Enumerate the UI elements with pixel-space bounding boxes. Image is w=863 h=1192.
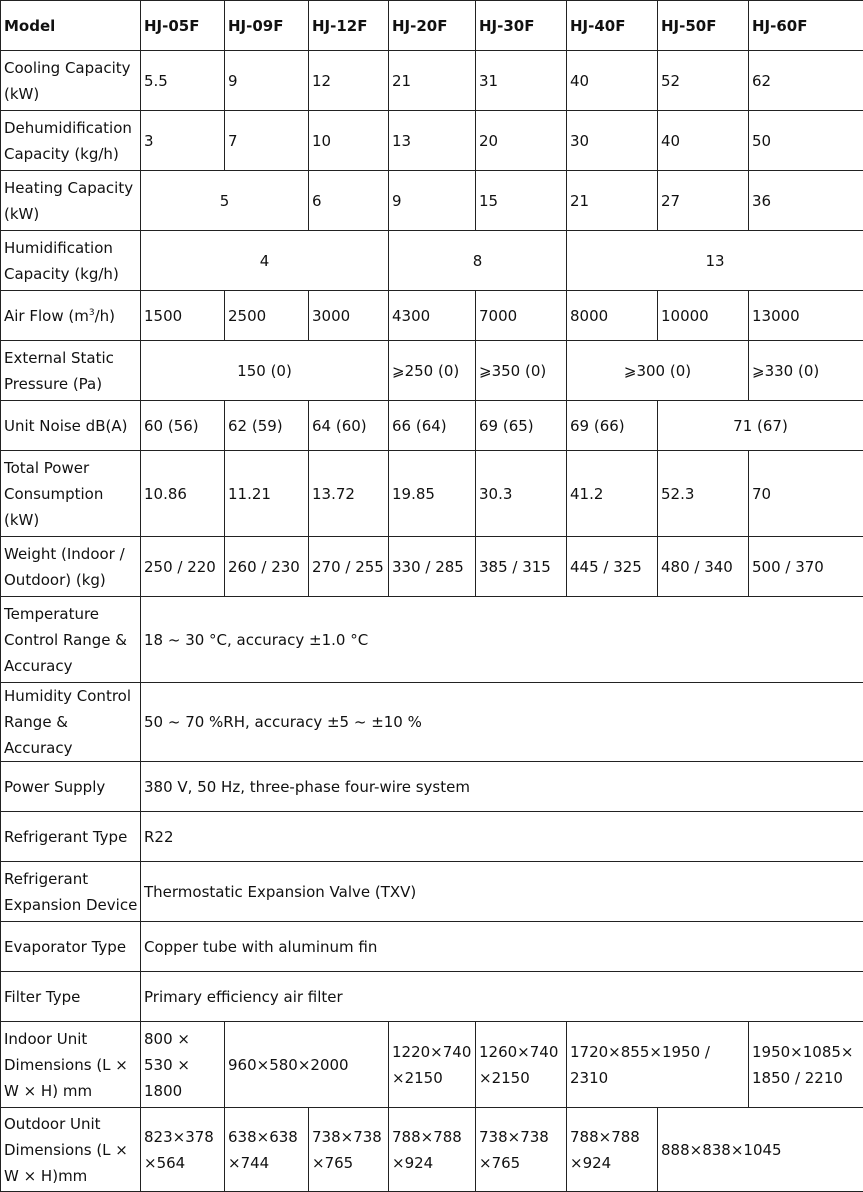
table-cell: 21 — [567, 171, 658, 231]
row-label: Outdoor Unit Dimensions (L × W × H)mm — [1, 1108, 141, 1192]
table-cell: 1950×1085× 1850 / 2210 — [749, 1022, 863, 1108]
row-label: Heating Capacity (kW) — [1, 171, 141, 231]
row-label: Weight (Indoor / Outdoor) (kg) — [1, 537, 141, 597]
row-label: Filter Type — [1, 972, 141, 1022]
header-row — [1, 1, 863, 51]
table-cell: 270 / 255 — [309, 537, 389, 597]
row-label: Total Power Consumption (kW) — [1, 451, 141, 537]
power-supply-row — [1, 762, 863, 812]
table-cell: 738×738 ×765 — [476, 1108, 567, 1192]
model-name: HJ-20F — [389, 1, 476, 51]
table-cell: 10.86 — [141, 451, 225, 537]
table-cell: 13 — [389, 111, 476, 171]
table-cell: ⩾330 (0) — [749, 341, 863, 401]
table-cell: 40 — [567, 51, 658, 111]
table-cell: 2500 — [225, 291, 309, 341]
model-name: HJ-60F — [749, 1, 863, 51]
table-cell: 3 — [141, 111, 225, 171]
table-cell: 62 — [749, 51, 863, 111]
row-label: Temperature Control Range & Accuracy — [1, 597, 141, 683]
table-cell: 12 — [309, 51, 389, 111]
table-cell: 69 (65) — [476, 401, 567, 451]
unit-noise-row — [1, 401, 863, 451]
table-cell: 380 V, 50 Hz, three-phase four-wire system — [141, 762, 863, 812]
table-cell: 20 — [476, 111, 567, 171]
table-cell: 13.72 — [309, 451, 389, 537]
row-label: Refrigerant Expansion Device — [1, 862, 141, 922]
table-cell: 3000 — [309, 291, 389, 341]
table-cell: 21 — [389, 51, 476, 111]
table-cell: 8 — [389, 231, 567, 291]
table-cell: 9 — [389, 171, 476, 231]
table-cell: 6 — [309, 171, 389, 231]
table-cell: 4 — [141, 231, 389, 291]
humidity-control-row — [1, 683, 863, 762]
table-cell: ⩾250 (0) — [389, 341, 476, 401]
table-cell: 1500 — [141, 291, 225, 341]
model-name: HJ-09F — [225, 1, 309, 51]
table-cell: ⩾350 (0) — [476, 341, 567, 401]
table-cell: 1720×855×1950 / 2310 — [567, 1022, 749, 1108]
external-static-pressure-row — [1, 341, 863, 401]
table-cell: 1220×740 ×2150 — [389, 1022, 476, 1108]
table-cell: 19.85 — [389, 451, 476, 537]
table-cell: 50 ~ 70 %RH, accuracy ±5 ~ ±10 % — [141, 683, 863, 762]
row-label: Power Supply — [1, 762, 141, 812]
table-cell: 638×638 ×744 — [225, 1108, 309, 1192]
row-label — [1, 291, 141, 341]
table-cell: 500 / 370 — [749, 537, 863, 597]
table-cell: 31 — [476, 51, 567, 111]
table-cell: 445 / 325 — [567, 537, 658, 597]
cooling-capacity-row — [1, 51, 863, 111]
filter-type-row — [1, 972, 863, 1022]
table-cell: 70 — [749, 451, 863, 537]
table-cell: 5.5 — [141, 51, 225, 111]
weight-row — [1, 537, 863, 597]
table-cell: 7000 — [476, 291, 567, 341]
table-cell: 50 — [749, 111, 863, 171]
table-cell: 260 / 230 — [225, 537, 309, 597]
table-cell: 800 × 530 × 1800 — [141, 1022, 225, 1108]
table-cell: 64 (60) — [309, 401, 389, 451]
table-cell: 30.3 — [476, 451, 567, 537]
table-cell: 11.21 — [225, 451, 309, 537]
table-cell: ⩾300 (0) — [567, 341, 749, 401]
table-cell: R22 — [141, 812, 863, 862]
superscript: 3 — [89, 308, 95, 318]
table-cell: 7 — [225, 111, 309, 171]
table-cell: 15 — [476, 171, 567, 231]
table-cell: 69 (66) — [567, 401, 658, 451]
table-cell: 8000 — [567, 291, 658, 341]
table-cell: 52 — [658, 51, 749, 111]
table-cell: 150 (0) — [141, 341, 389, 401]
table-cell: 4300 — [389, 291, 476, 341]
table-cell: 52.3 — [658, 451, 749, 537]
table-cell: 5 — [141, 171, 309, 231]
row-label: Unit Noise dB(A) — [1, 401, 141, 451]
table-cell: Copper tube with aluminum fin — [141, 922, 863, 972]
expansion-device-row — [1, 862, 863, 922]
table-cell: 60 (56) — [141, 401, 225, 451]
table-cell: 10 — [309, 111, 389, 171]
table-cell: 250 / 220 — [141, 537, 225, 597]
table-cell: 62 (59) — [225, 401, 309, 451]
humidification-capacity-row — [1, 231, 863, 291]
table-cell: 71 (67) — [658, 401, 863, 451]
row-label: Indoor Unit Dimensions (L × W × H) mm — [1, 1022, 141, 1108]
table-cell: 36 — [749, 171, 863, 231]
table-cell: 330 / 285 — [389, 537, 476, 597]
row-label: External Static Pressure (Pa) — [1, 341, 141, 401]
table-cell: 9 — [225, 51, 309, 111]
table-cell: 13 — [567, 231, 863, 291]
heating-capacity-row — [1, 171, 863, 231]
model-name: HJ-05F — [141, 1, 225, 51]
table-cell: Primary efficiency air filter — [141, 972, 863, 1022]
table-cell: 788×788 ×924 — [567, 1108, 658, 1192]
table-cell: 738×738 ×765 — [309, 1108, 389, 1192]
table-cell: Thermostatic Expansion Valve (TXV) — [141, 862, 863, 922]
table-cell: 788×788 ×924 — [389, 1108, 476, 1192]
table-cell: 40 — [658, 111, 749, 171]
table-cell: 385 / 315 — [476, 537, 567, 597]
table-cell: 960×580×2000 — [225, 1022, 389, 1108]
model-header: Model — [1, 1, 141, 51]
row-label-text: /h) — [95, 307, 115, 325]
row-label: Cooling Capacity (kW) — [1, 51, 141, 111]
total-power-row — [1, 451, 863, 537]
table-cell: 27 — [658, 171, 749, 231]
table-cell: 41.2 — [567, 451, 658, 537]
table-cell: 823×378 ×564 — [141, 1108, 225, 1192]
table-cell: 13000 — [749, 291, 863, 341]
table-cell: 18 ~ 30 °C, accuracy ±1.0 °C — [141, 597, 863, 683]
outdoor-dimensions-row — [1, 1108, 863, 1192]
row-label: Humidification Capacity (kg/h) — [1, 231, 141, 291]
indoor-dimensions-row — [1, 1022, 863, 1108]
table-cell: 480 / 340 — [658, 537, 749, 597]
table-cell: 66 (64) — [389, 401, 476, 451]
model-name: HJ-50F — [658, 1, 749, 51]
row-label: Humidity Control Range & Accuracy — [1, 683, 141, 762]
model-name: HJ-12F — [309, 1, 389, 51]
table-cell: 888×838×1045 — [658, 1108, 863, 1192]
model-name: HJ-30F — [476, 1, 567, 51]
table-cell: 30 — [567, 111, 658, 171]
temperature-control-row — [1, 597, 863, 683]
model-name: HJ-40F — [567, 1, 658, 51]
row-label: Evaporator Type — [1, 922, 141, 972]
evaporator-type-row — [1, 922, 863, 972]
dehumidification-capacity-row — [1, 111, 863, 171]
air-flow-row — [1, 291, 863, 341]
table-cell: 1260×740 ×2150 — [476, 1022, 567, 1108]
row-label: Dehumidification Capacity (kg/h) — [1, 111, 141, 171]
row-label: Refrigerant Type — [1, 812, 141, 862]
table-cell: 10000 — [658, 291, 749, 341]
row-label-text: Air Flow (m — [4, 307, 89, 325]
refrigerant-type-row — [1, 812, 863, 862]
